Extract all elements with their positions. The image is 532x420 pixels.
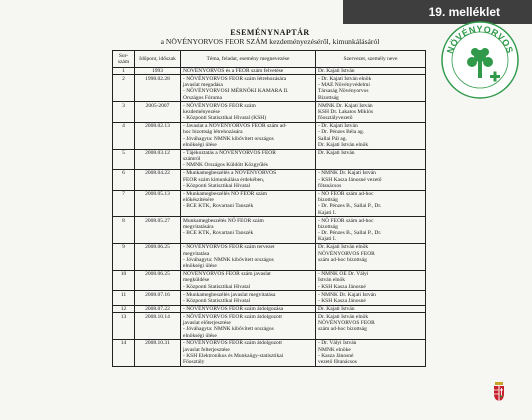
cell-idopont: 2008.07.16 — [135, 291, 181, 305]
cell-tema: - Javaslat a NÖVÉNYORVOS FEOR szám ad- hoc bizottság létrehozására - Jóváhagyta: NMNK kibővített országos elnökségi ülése — [181, 122, 316, 149]
table-row — [113, 75, 426, 102]
cell-tema: - Tájékoztatás a NÖVÉNYORVOS FEOR számról - NMNK Országos Küldött Közgyűlés — [181, 149, 316, 169]
novenyorvos-logo — [440, 20, 520, 100]
cell-szervezet: - NÖ FEOR szám ad-hoc bizottság - Dr. Pénzes B., Sallai P., Dr. Kajati I. — [316, 217, 426, 244]
cell-szervezet: Dr. Kajati István — [316, 67, 426, 75]
cell-szervezet: - NMNK OE Dr. Vályi István elnök - KSH Kasza Jánosné — [316, 270, 426, 290]
cell-szervezet: - NMNK Dr. Kajati István - KSH Kasza Jánosné — [316, 291, 426, 305]
table-row — [113, 102, 426, 122]
table-row — [113, 122, 426, 149]
table-row — [113, 170, 426, 190]
table-row — [113, 190, 426, 217]
cell-szervezet: NMNK Dr. Kajati István KSH Dr. Lakatos Miklós főosztályvezető — [316, 102, 426, 122]
table-row — [113, 313, 426, 340]
header-sorszam: Sor-szám — [113, 51, 135, 68]
cell-szervezet: Dr. Kajati István elnök NÖVÉNYORVOS FEOR szám ad-hoc bizottság — [316, 244, 426, 271]
table-row — [113, 270, 426, 290]
cell-tema: - Munkamegbeszélés a NÖVÉNYORVOS FEOR szám kimunkálása érdekében, - Központi Statisztikai Hivatal — [181, 170, 316, 190]
cell-szervezet: - NÖ FEOR szám ad-hoc bizottság - Dr. Pénzes B., Sallai P., Dr. Kajati I. — [316, 190, 426, 217]
cell-tema: NÖVÉNYORVOS és a FEOR szám felvetése — [181, 67, 316, 75]
header-idopont: Időpont, időszak — [135, 51, 181, 68]
hungarian-coat-of-arms-icon — [492, 380, 506, 402]
cell-idopont: 2008.07.22 — [135, 305, 181, 313]
cell-sorszam: 8 — [113, 217, 135, 244]
cell-tema: - NÖVÉNYORVOS FEOR szám átdolgozása — [181, 305, 316, 313]
cell-tema: - Munkamegbeszélés javaslat megvitatása - Központi Statisztikai Hivatal — [181, 291, 316, 305]
table-header-row — [113, 51, 426, 68]
cell-idopont: 2005-2007 — [135, 102, 181, 122]
cell-tema: Munkamegbeszélés NÖ FEOR szám megvitatására - BCE KTK, Rovartani Tanszék — [181, 217, 316, 244]
table-row — [113, 291, 426, 305]
cell-sorszam: 7 — [113, 190, 135, 217]
cell-sorszam: 3 — [113, 102, 135, 122]
table-row — [113, 244, 426, 271]
header-tema: Téma, feladat, esemény megnevezése — [181, 51, 316, 68]
cell-sorszam: 10 — [113, 270, 135, 290]
document-title — [100, 28, 440, 46]
cell-sorszam: 14 — [113, 340, 135, 367]
cell-sorszam: 1 — [113, 67, 135, 75]
cell-idopont: 2008.03.12 — [135, 149, 181, 169]
cell-szervezet: - Dr. Vályi István NMNK elnöke - Kasza Jánosné vezető főtanácsos — [316, 340, 426, 367]
cell-idopont: 2008.06.25 — [135, 244, 181, 271]
logo-text: NÖVÉNYORVOS — [444, 23, 516, 55]
cell-idopont: 2008.10.31 — [135, 340, 181, 367]
table-row — [113, 67, 426, 75]
cell-tema: - NÖVÉNYORVOS FEOR szám átdolgozott javaslat felterjesztése - KSH Elektronikus és Munkaügy-statisztikai Főosztály — [181, 340, 316, 367]
event-calendar-table — [112, 50, 426, 367]
cell-sorszam: 5 — [113, 149, 135, 169]
title-line-1: ESEMÉNYNAPTÁR — [230, 28, 310, 37]
cell-idopont: 2008.04.22 — [135, 170, 181, 190]
cell-sorszam: 2 — [113, 75, 135, 102]
cell-szervezet: Dr. Kajati István — [316, 305, 426, 313]
cell-szervezet: Dr. Kajati István — [316, 149, 426, 169]
cell-szervezet: - NMNK Dr. Kajati István - KSH Kasza Jánosné vezető főtanácsos — [316, 170, 426, 190]
cell-tema: - NÖVÉNYORVOS FEOR szám létrehozására javaslat megadása - NÖVÉNYORVOSI MÉRNÖKI KAMARA II. Országos Fóruma — [181, 75, 316, 102]
cell-szervezet: Dr. Kajati István elnök NÖVÉNYORVOS FEOR szám ad-hoc bizottság — [316, 313, 426, 340]
cell-idopont: 2008.06.25 — [135, 270, 181, 290]
cell-sorszam: 13 — [113, 313, 135, 340]
cell-szervezet: - Dr. Kajati István elnök - MAE Növényvédelmi Társaság Növényorvos Bizottság — [316, 75, 426, 102]
cell-idopont: 2008.10.14 — [135, 313, 181, 340]
table-body — [113, 67, 426, 366]
cell-sorszam: 6 — [113, 170, 135, 190]
cell-tema: - Munkamegbeszélés NÖ FEOR szám előkészítésére - BCE KTK, Rovartani Tanszék — [181, 190, 316, 217]
cell-tema: - NÖVÉNYORVOS FEOR szám tervezet megvitatása - Jóváhagyta: NMNK kibővített országos elnökségi ülése — [181, 244, 316, 271]
table-row — [113, 149, 426, 169]
title-line-2: a NÖVÉNYORVOS FEOR SZÁM kezdeményezéséről, kimunkálásáról — [160, 37, 380, 46]
cell-tema: - NÖVÉNYORVOS FEOR szám átdolgozott javaslat előterjesztése - Jóváhagyta: NMNK kibővített országos elnökségi ülése — [181, 313, 316, 340]
cell-idopont: 1993 — [135, 67, 181, 75]
cell-szervezet: - Dr. Kajati István - Dr. Pénzes Béla ag. Sallai Pál ag. Dr. Kajati István elnök — [316, 122, 426, 149]
cell-sorszam: 12 — [113, 305, 135, 313]
cell-tema: - NÖVÉNYORVOS FEOR szám kezdeményezése - Központi Statisztikai Hivatal (KSH) — [181, 102, 316, 122]
cell-tema: NÖVÉNYORVOS FEOR szám javaslat megküldése - Központi Statisztikai Hivatal — [181, 270, 316, 290]
cell-idopont: 2008.05.27 — [135, 217, 181, 244]
cell-idopont: 2008.02.13 — [135, 122, 181, 149]
cell-sorszam: 9 — [113, 244, 135, 271]
cell-sorszam: 4 — [113, 122, 135, 149]
table-row — [113, 305, 426, 313]
annex-label: 19. melléklet — [428, 5, 500, 19]
table-row — [113, 217, 426, 244]
table-row — [113, 340, 426, 367]
header-szervezet: Szervezet, személy neve — [316, 51, 426, 68]
cell-idopont: 2008.05.13 — [135, 190, 181, 217]
cell-idopont: 1998.02.28 — [135, 75, 181, 102]
cell-sorszam: 11 — [113, 291, 135, 305]
